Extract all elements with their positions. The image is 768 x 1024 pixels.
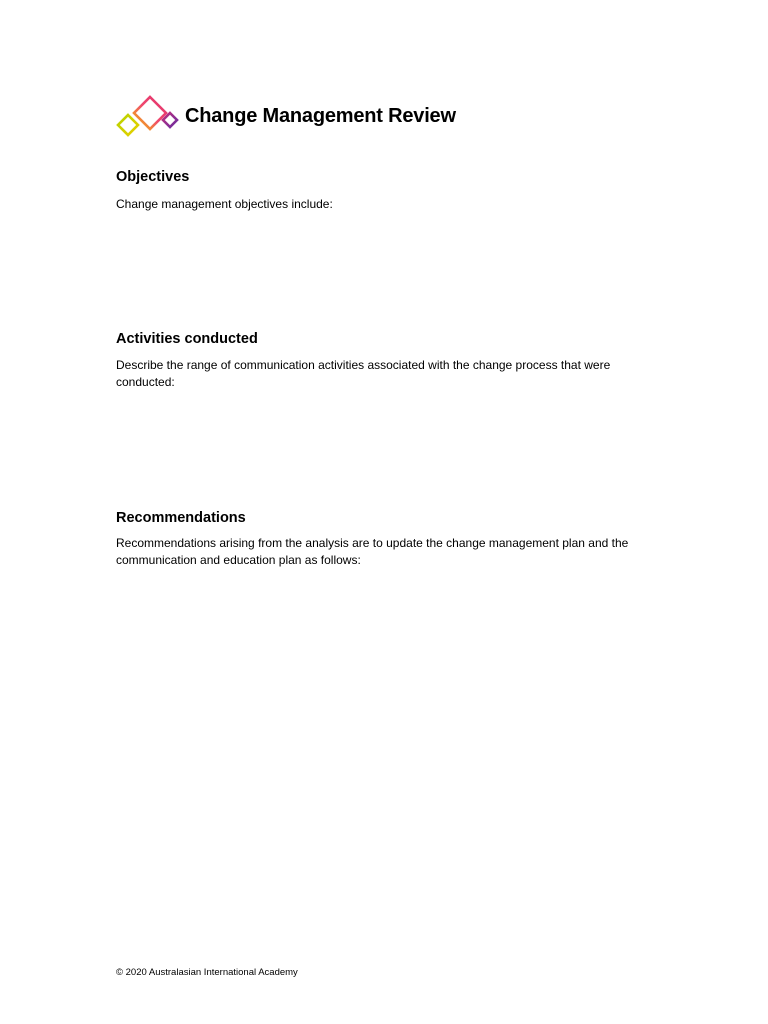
diamond-squares-logo-icon — [114, 92, 180, 140]
section-body-objectives: Change management objectives include: — [116, 197, 333, 211]
footer-copyright: © 2020 Australasian International Academy — [116, 967, 298, 978]
section-heading-objectives: Objectives — [116, 169, 190, 185]
section-heading-activities: Activities conducted — [116, 331, 258, 347]
section-body-recommendations: Recommendations arising from the analysis are to update the change management plan and the communication and education plan as follows: — [116, 536, 629, 567]
document-header — [114, 92, 456, 140]
section-heading-recommendations: Recommendations — [116, 510, 246, 526]
document-title: Change Management Review — [185, 104, 456, 127]
section-body-activities: Describe the range of communication activities associated with the change process that were conducted: — [116, 358, 611, 389]
